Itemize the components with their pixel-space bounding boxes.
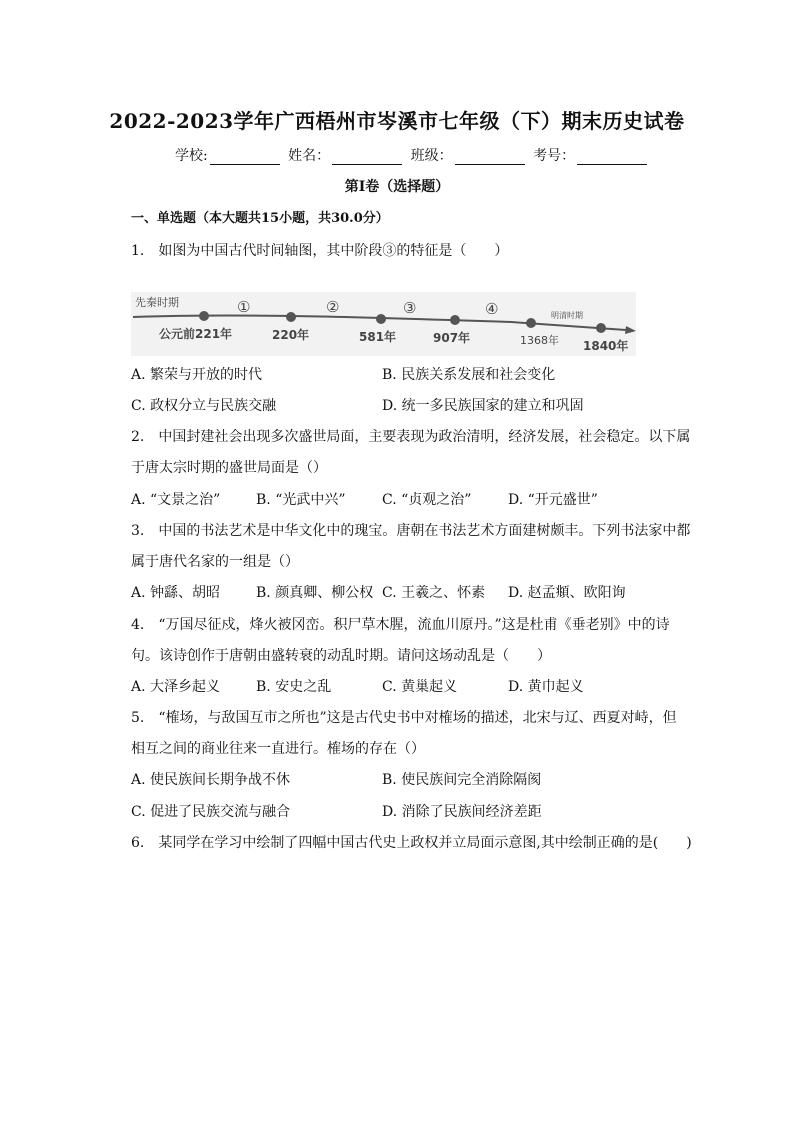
- question-5-text-cont: 相互之间的商业往来一直进行。榷场的存在（）: [131, 741, 425, 757]
- year-label: 1840年: [583, 339, 629, 353]
- question-4-text: 4. “万国尽征戍，烽火被冈峦。积尸草木腥，流血川原丹。”这是杜甫《垂老别》中的诗: [131, 617, 670, 633]
- school-label: 学校:: [175, 148, 208, 164]
- question-1-option-a[interactable]: A. 繁荣与开放的时代: [131, 367, 263, 383]
- timeline-figure: [131, 292, 636, 356]
- question-3-option-b[interactable]: B. 颜真卿、柳公权: [256, 585, 374, 601]
- question-2-text: 2. 中国封建社会出现多次盛世局面，主要表现为政治清明，经济发展，社会稳定。以下属: [131, 429, 691, 445]
- timeline-node: [286, 312, 296, 322]
- question-4-text-cont: 句。该诗创作于唐朝由盛转衰的动乱时期。请问这场动乱是（ ）: [131, 648, 551, 664]
- timeline-background: [131, 292, 636, 356]
- question-4-option-c[interactable]: C. 黄巢起义: [382, 679, 458, 695]
- question-2-option-b[interactable]: B. “光武中兴”: [256, 492, 346, 508]
- question-2-text-cont: 于唐太宗时期的盛世局面是（）: [131, 460, 327, 476]
- exam-number-label: 考号：: [533, 148, 576, 164]
- question-5-option-b[interactable]: B. 使民族间完全消除隔阂: [382, 772, 542, 788]
- stage-label: ①: [237, 298, 251, 316]
- timeline-node: [199, 311, 209, 321]
- timeline-end-label: 明清时期: [551, 311, 583, 320]
- question-2-option-a[interactable]: A. “文景之治”: [131, 492, 221, 508]
- timeline-node: [526, 318, 536, 328]
- question-1-option-d[interactable]: D. 统一多民族国家的建立和巩固: [382, 398, 584, 414]
- question-5-option-d[interactable]: D. 消除了民族间经济差距: [382, 804, 542, 820]
- stage-label: ④: [485, 300, 499, 318]
- class-blank[interactable]: [455, 150, 525, 165]
- section-heading: 第I卷（选择题）: [344, 179, 450, 195]
- question-5-option-a[interactable]: A. 使民族间长期争战不休: [131, 772, 291, 788]
- question-2-option-d[interactable]: D. “开元盛世”: [508, 492, 598, 508]
- question-3-option-d[interactable]: D. 赵孟頫、欧阳询: [508, 585, 626, 601]
- year-label: 907年: [433, 331, 471, 345]
- question-4-option-b[interactable]: B. 安史之乱: [256, 679, 332, 695]
- school-blank[interactable]: [210, 150, 280, 165]
- exam-title: 2022-2023学年广西梧州市岑溪市七年级（下）期末历史试卷: [109, 109, 685, 133]
- question-type-heading: 一、单选题（本大题共15小题，共30.0分）: [131, 211, 389, 226]
- student-info-line: [175, 145, 651, 165]
- year-label: 1368年: [520, 334, 559, 347]
- question-1-text: 1. 如图为中国古代时间轴图，其中阶段③的特征是（ ）: [131, 243, 509, 259]
- question-1-option-b[interactable]: B. 民族关系发展和社会变化: [382, 367, 556, 383]
- stage-label: ②: [326, 298, 340, 316]
- exam-number-blank[interactable]: [577, 150, 647, 165]
- question-6-text: 6. 某同学在学习中绘制了四幅中国古代史上政权并立局面示意图,其中绘制正确的是( ): [131, 835, 692, 851]
- question-4-option-a[interactable]: A. 大泽乡起义: [131, 679, 221, 695]
- name-blank[interactable]: [332, 150, 402, 165]
- question-5-text: 5. “榷场，与敌国互市之所也”这是古代史书中对榷场的描述，北宋与辽、西夏对峙，但: [131, 710, 677, 726]
- question-1-option-c[interactable]: C. 政权分立与民族交融: [131, 398, 277, 414]
- stage-label: ③: [403, 299, 417, 317]
- year-label: 220年: [272, 328, 310, 342]
- timeline-start-label: 先秦时期: [135, 296, 179, 309]
- question-2-option-c[interactable]: C. “贞观之治”: [382, 492, 472, 508]
- question-3-option-c[interactable]: C. 王羲之、怀素: [382, 585, 486, 601]
- year-label: 581年: [359, 330, 397, 344]
- timeline-node: [596, 323, 606, 333]
- question-4-option-d[interactable]: D. 黄巾起义: [508, 679, 584, 695]
- timeline-node: [450, 315, 460, 325]
- question-3-text-cont: 属于唐代名家的一组是（）: [131, 554, 299, 570]
- question-5-option-c[interactable]: C. 促进了民族交流与融合: [131, 804, 291, 820]
- timeline-node: [376, 314, 386, 324]
- question-3-text: 3. 中国的书法艺术是中华文化中的瑰宝。唐朝在书法艺术方面建树颇丰。下列书法家中都: [131, 523, 691, 539]
- question-3-option-a[interactable]: A. 钟繇、胡昭: [131, 585, 221, 601]
- year-label: 公元前221年: [159, 327, 233, 341]
- name-label: 姓名：: [288, 148, 331, 164]
- class-label: 班级：: [410, 148, 453, 164]
